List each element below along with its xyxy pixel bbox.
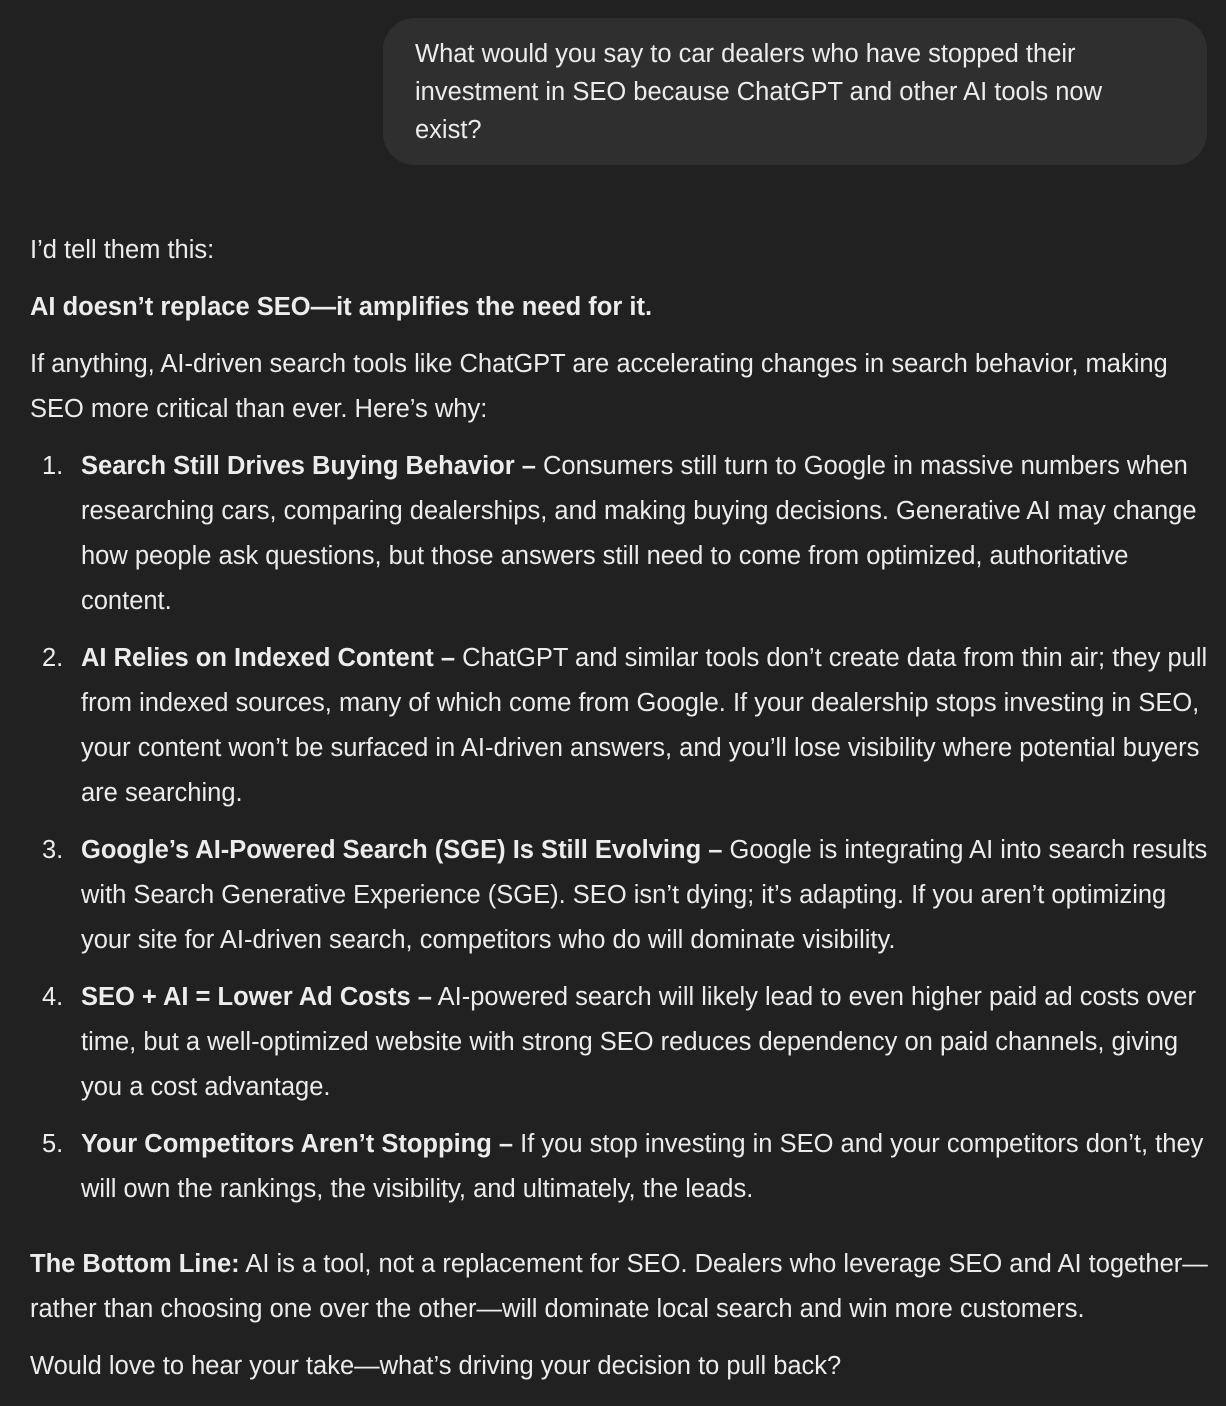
list-item-text: ChatGPT and similar tools don’t create data from thin air; they pull from indexed sources, many of which come from Google. If your dealership stops investing in SEO, your content won’t be surfaced in AI-driven answers, and you’ll lose visibility where potential buyers are searching. bbox=[81, 644, 1208, 807]
bottom-line bbox=[30, 1242, 1220, 1332]
list-item-title: Search Still Drives Buying Behavior – bbox=[81, 452, 536, 480]
list-number: 1. bbox=[42, 452, 64, 480]
list-item-title: SEO + AI = Lower Ad Costs – bbox=[81, 983, 432, 1011]
list-number: 5. bbox=[42, 1130, 64, 1158]
list-item-text: AI-powered search will likely lead to even higher paid ad costs over time, but a well-optimized website with strong SEO reduces dependency on paid channels, giving you a cost advantage. bbox=[81, 983, 1196, 1101]
user-message-text: What would you say to car dealers who have stopped their investment in SEO because ChatGPT and other AI tools now exist? bbox=[415, 40, 1102, 144]
bottom-line-text: AI is a tool, not a replacement for SEO. Dealers who leverage SEO and AI together—rather than choosing one over the other—will dominate local search and win more customers. bbox=[30, 1250, 1208, 1323]
list-item-title: Google’s AI-Powered Search (SGE) Is Still Evolving – bbox=[81, 836, 723, 864]
assistant-intro: I’d tell them this: bbox=[30, 236, 215, 264]
list-item bbox=[30, 444, 1220, 624]
assistant-headline: AI doesn’t replace SEO—it amplifies the need for it. bbox=[30, 293, 653, 321]
assistant-closing: Would love to hear your take—what’s driving your decision to pull back? bbox=[30, 1352, 842, 1380]
list-number: 3. bbox=[42, 836, 64, 864]
user-message-bubble bbox=[383, 18, 1207, 165]
list-item-text: Consumers still turn to Google in massive numbers when researching cars, comparing dealerships, and making buying decisions. Generative AI may change how people ask questions, but those answers still need to come from optimized, authoritative content. bbox=[81, 452, 1197, 615]
list-item bbox=[30, 975, 1220, 1110]
list-item-text: If you stop investing in SEO and your competitors don’t, they will own the rankings, the visibility, and ultimately, the leads. bbox=[81, 1130, 1204, 1203]
list-item bbox=[30, 828, 1220, 963]
list-item bbox=[30, 1122, 1220, 1212]
list-item-text: Google is integrating AI into search results with Search Generative Experience (SGE). SEO isn’t dying; it’s adapting. If you aren’t optimizing your site for AI-driven search, competitors who do will dominate visibility. bbox=[81, 836, 1208, 954]
list-item bbox=[30, 636, 1220, 816]
reasons-list bbox=[30, 444, 1220, 1212]
bottom-line-label: The Bottom Line: bbox=[30, 1250, 240, 1278]
assistant-message bbox=[30, 228, 1220, 1389]
assistant-lead: If anything, AI-driven search tools like ChatGPT are accelerating changes in search behavior, making SEO more critical than ever. Here’s why: bbox=[30, 350, 1168, 423]
list-item-title: AI Relies on Indexed Content – bbox=[81, 644, 456, 672]
list-number: 4. bbox=[42, 983, 64, 1011]
list-item-title: Your Competitors Aren’t Stopping – bbox=[81, 1130, 514, 1158]
list-number: 2. bbox=[42, 644, 64, 672]
